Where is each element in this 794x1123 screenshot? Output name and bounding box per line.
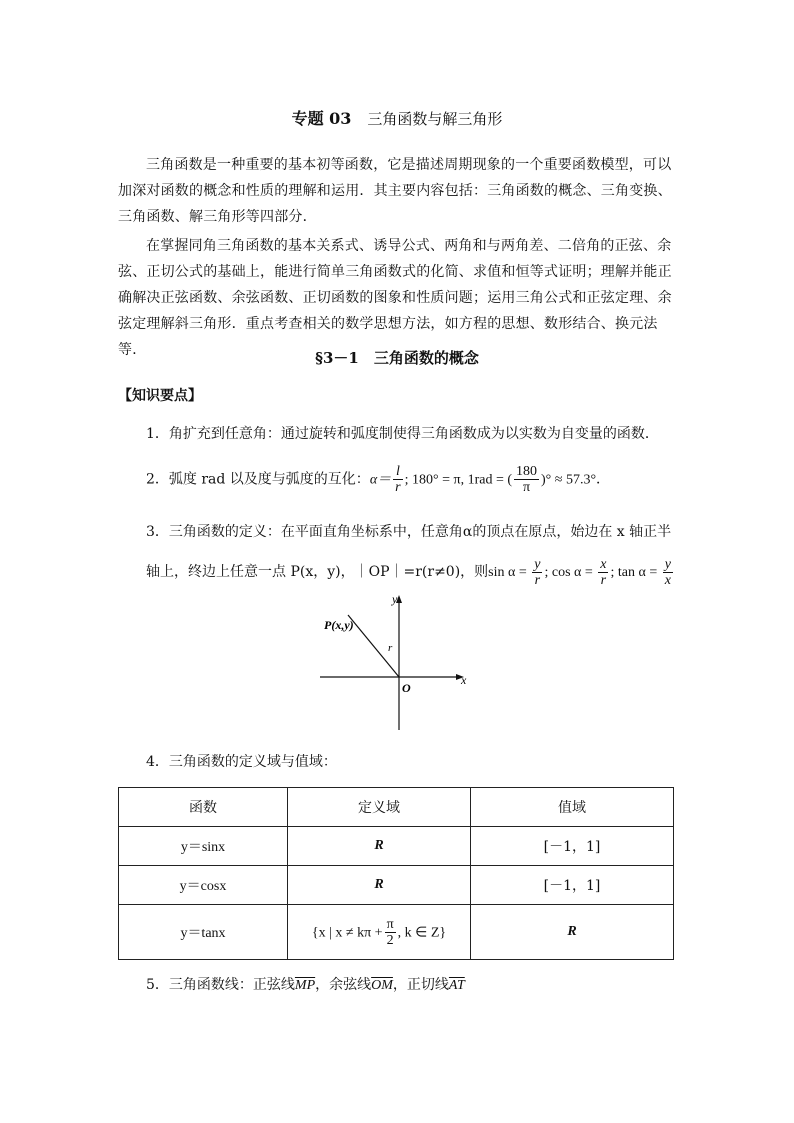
r-label: r <box>388 642 393 654</box>
tangent-line: $\overline{AT}$ <box>448 978 465 993</box>
pi-over-2 <box>385 917 396 948</box>
intro-paragraph-2: 在掌握同角三角函数的基本关系式、诱导公式、两角和与两角差、二倍角的正弦、余弦、正切公式的基础上，能进行简单三角函数式的化简、求值和恒等式证明；理解并能正确解决正弦函数、余弦函数、正切函数的图象和性质问题；运用三角公式和正弦定理、余弦定理解斜三角形．重点考查相关的数学思想方法，如方程的思想、数形结合、换元法等． <box>118 238 672 358</box>
cell-func: y＝cosx <box>119 866 288 905</box>
cell-range: [－1，1] <box>471 866 674 905</box>
cell-func: y＝tanx <box>119 905 288 960</box>
sine-line: $\overline{MP}$ <box>294 978 316 993</box>
frac-l: l <box>393 464 402 480</box>
header-range: 值域 <box>471 788 674 827</box>
domain-post: , k ∈ Z} <box>397 925 447 940</box>
frac-x1: x <box>600 556 607 572</box>
item-2-mid: ; 180° = π, 1rad = ( <box>404 472 513 488</box>
cell-func: y＝sinx <box>119 827 288 866</box>
item-4: 4．三角函数的定义域与值域： <box>146 754 337 770</box>
frac-180: 180 <box>516 464 538 479</box>
cell-domain: R <box>288 827 471 866</box>
table-header-row <box>119 788 674 827</box>
origin-label: O <box>402 681 411 695</box>
item-5 <box>146 974 465 997</box>
title-text: 三角函数与解三角形 <box>367 110 503 128</box>
alpha-eq: α＝ <box>369 472 392 488</box>
table-row <box>119 827 674 866</box>
x-label: x <box>461 673 467 687</box>
item-2 <box>146 464 610 495</box>
item-5-cos: ，余弦线 <box>315 977 372 993</box>
unit-circle-figure <box>318 588 478 733</box>
frac-y2: y <box>664 556 671 572</box>
frac-pi2-den: 2 <box>386 932 394 948</box>
frac-x2: x <box>664 572 671 588</box>
domain-pre: {x | x ≠ kπ + <box>311 925 383 940</box>
y-over-x <box>663 557 673 588</box>
tan-label: ; tan α = <box>610 565 661 580</box>
y-label: y <box>392 592 398 606</box>
frac-r: r <box>395 480 401 495</box>
cos-label: ; cos α = <box>544 565 597 580</box>
frac-pi: π <box>522 480 531 495</box>
header-domain: 定义域 <box>288 788 471 827</box>
cosine-line: $\overline{OM}$ <box>371 978 393 993</box>
frac-r2: r <box>600 572 607 588</box>
x-over-r <box>598 557 608 588</box>
item-2-end: )° ≈ 57.3°． <box>541 472 611 488</box>
table-row <box>119 866 674 905</box>
frac-r1: r <box>534 572 541 588</box>
item-3-text: 3．三角函数的定义：在平面直角坐标系中，任意角α的顶点在原点，始边在 x 轴正半轴上，终边上任意一点 P(x，y)，｜OP｜=r(r≠0)，则 <box>146 524 672 580</box>
frac-y1: y <box>534 556 541 572</box>
page-title <box>0 106 794 129</box>
table-row <box>119 905 674 960</box>
180-over-pi <box>514 464 539 495</box>
cell-range: R <box>471 905 674 960</box>
section-heading: §3－1 三角函数的概念 <box>315 349 479 367</box>
item-5-tan: ，正切线 <box>392 977 449 993</box>
title-number: 专题 03 <box>291 109 352 128</box>
header-function: 函数 <box>119 788 288 827</box>
frac-pi2-num: π <box>386 916 394 932</box>
item-1: 1．角扩充到任意角：通过旋转和弧度制使得三角函数成为以实数为自变量的函数． <box>146 426 659 442</box>
item-3 <box>146 512 676 593</box>
knowledge-heading: 【知识要点】 <box>118 388 202 404</box>
cell-domain: R <box>288 866 471 905</box>
intro-paragraph-1: 三角函数是一种重要的基本初等函数，它是描述周期现象的一个重要函数模型，可以加深对函数的概念和性质的理解和运用．其主要内容包括：三角函数的概念、三角变换、三角函数、解三角形等四部分． <box>118 157 672 225</box>
l-over-r <box>393 464 402 495</box>
item-2-prefix: 2．弧度 rad 以及度与弧度的互化： <box>146 471 370 488</box>
item-5-prefix: 5．三角函数线：正弦线 <box>146 977 295 993</box>
domain-range-table <box>118 787 674 960</box>
y-over-r <box>532 557 542 588</box>
sin-label: sin α = <box>488 565 531 580</box>
cell-domain <box>288 905 471 960</box>
point-p-label: P(x,y) <box>324 618 354 632</box>
cell-range: [－1，1] <box>471 827 674 866</box>
